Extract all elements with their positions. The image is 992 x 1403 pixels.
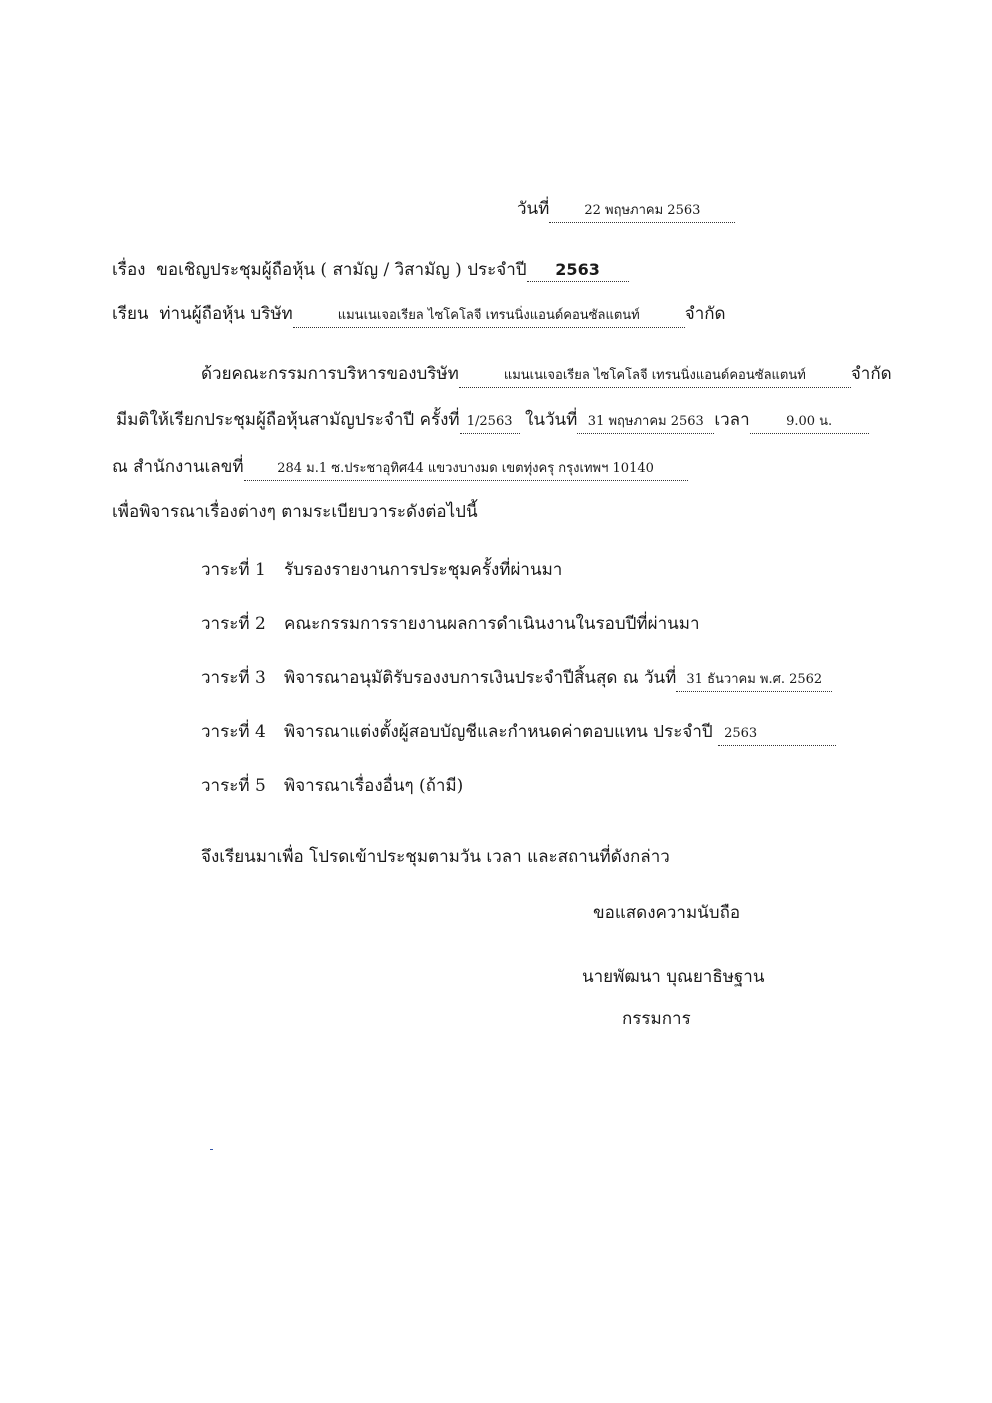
regards-line bbox=[593, 901, 740, 925]
regards-text: ขอแสดงความนับถือ bbox=[593, 903, 741, 923]
agenda-3-label: วาระที่ 3 bbox=[201, 668, 266, 688]
stray-mark bbox=[210, 1149, 213, 1150]
body-line3-prefix: ณ สำนักงานเลขที่ bbox=[112, 457, 244, 477]
subject-year: 2563 bbox=[527, 259, 629, 282]
subject-line bbox=[112, 258, 629, 282]
body-line2-prefix: มีมติให้เรียกประชุมผู้ถือหุ้นสามัญประจำปี ครั้งที่ bbox=[116, 410, 460, 430]
recipient-text: ท่านผู้ถือหุ้น บริษัท bbox=[159, 304, 293, 324]
recipient-label: เรียน bbox=[112, 304, 149, 324]
closing-text: จึงเรียนมาเพื่อ โปรดเข้าประชุมตามวัน เวลา และสถานที่ดังกล่าว bbox=[201, 847, 670, 867]
recipient-line bbox=[112, 302, 726, 328]
signer-name-line bbox=[582, 965, 764, 989]
date-value: 22 พฤษภาคม 2563 bbox=[549, 200, 735, 223]
agenda-item-1 bbox=[201, 558, 562, 582]
agenda-item-5 bbox=[201, 774, 463, 798]
agenda-item-3 bbox=[201, 666, 832, 692]
body-line-3 bbox=[112, 455, 688, 481]
body-line-2 bbox=[116, 408, 869, 434]
recipient-company: แมนเนเจอเรียล ไซโคโลจี เทรนนิ่งแอนด์คอนซัลแตนท์ bbox=[293, 305, 685, 328]
subject-text: ขอเชิญประชุมผู้ถือหุ้น ( สามัญ / วิสามัญ ) ประจำปี bbox=[156, 260, 527, 280]
body-line-1 bbox=[201, 362, 892, 388]
agenda-item-2 bbox=[201, 612, 700, 636]
agenda-4-fill: 2563 bbox=[718, 723, 836, 746]
agenda-5-label: วาระที่ 5 bbox=[201, 776, 266, 796]
body-line1-suffix: จำกัด bbox=[850, 364, 892, 384]
agenda-5-text: พิจารณาเรื่องอื่นๆ (ถ้ามี) bbox=[284, 776, 464, 796]
date-label: วันที่ bbox=[517, 199, 550, 219]
recipient-suffix: จำกัด bbox=[684, 304, 726, 324]
agenda-4-label: วาระที่ 4 bbox=[201, 722, 266, 742]
meeting-number: 1/2563 bbox=[460, 411, 520, 434]
body-line4-text: เพื่อพิจารณาเรื่องต่างๆ ตามระเบียบวาระดังต่อไปนี้ bbox=[112, 502, 478, 522]
agenda-4-text: พิจารณาแต่งตั้งผู้สอบบัญชีและกำหนดค่าตอบแทน ประจำปี bbox=[284, 722, 713, 742]
agenda-2-label: วาระที่ 2 bbox=[201, 614, 266, 634]
office-address: 284 ม.1 ซ.ประชาอุทิศ44 แขวงบางมด เขตทุ่งครุ กรุงเทพฯ 10140 bbox=[244, 458, 688, 481]
agenda-1-text: รับรองรายงานการประชุมครั้งที่ผ่านมา bbox=[284, 560, 563, 580]
signer-title: กรรมการ bbox=[622, 1009, 691, 1029]
body-line1-prefix: ด้วยคณะกรรมการบริหารของบริษัท bbox=[201, 364, 459, 384]
meeting-time: 9.00 น. bbox=[750, 411, 869, 434]
body-line2-date-label: ในวันที่ bbox=[525, 410, 578, 430]
agenda-2-text: คณะกรรมการรายงานผลการดำเนินงานในรอบปีที่ผ่านมา bbox=[284, 614, 700, 634]
closing-line bbox=[201, 845, 670, 869]
subject-label: เรื่อง bbox=[112, 260, 146, 280]
signer-title-line bbox=[622, 1007, 691, 1031]
signer-name: นายพัฒนา บุณยาธิษฐาน bbox=[582, 967, 765, 987]
body-line-4 bbox=[112, 500, 478, 524]
meeting-date: 31 พฤษภาคม 2563 bbox=[577, 411, 714, 434]
date-line bbox=[517, 197, 735, 223]
agenda-3-text: พิจารณาอนุมัติรับรองงบการเงินประจำปีสิ้นสุด ณ วันที่ bbox=[284, 668, 677, 688]
agenda-3-fill: 31 ธันวาคม พ.ศ. 2562 bbox=[676, 669, 832, 692]
body-line2-time-label: เวลา bbox=[714, 410, 750, 430]
agenda-1-label: วาระที่ 1 bbox=[201, 560, 266, 580]
agenda-item-4 bbox=[201, 720, 836, 746]
body-line1-company: แมนเนเจอเรียล ไซโคโลจี เทรนนิ่งแอนด์คอนซัลแตนท์ bbox=[459, 365, 851, 388]
